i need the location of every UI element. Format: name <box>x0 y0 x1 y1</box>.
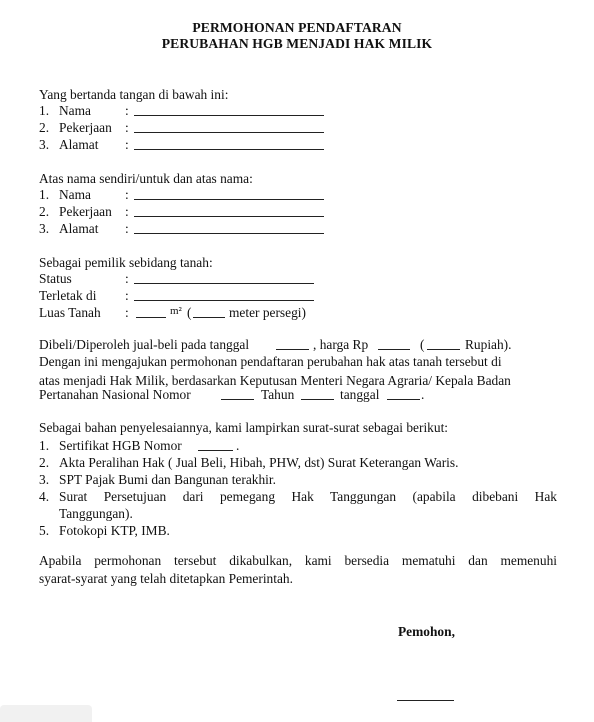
field-label: Alamat <box>59 221 99 236</box>
decree-year-blank[interactable] <box>301 399 334 400</box>
land-area-paren: ( <box>187 305 192 320</box>
attachment-text: Akta Peralihan Hak ( Jual Beli, Hibah, PHW, dst) Surat Keterangan Waris. <box>59 455 459 470</box>
decree-date-blank[interactable] <box>387 399 420 400</box>
attachment-text-continued: Tanggungan). <box>59 506 133 521</box>
attachment-text: Surat Persetujuan dari pemegang Hak Tanggungan (apabila dibebani Hak <box>59 489 557 504</box>
section3-intro: Sebagai pemilik sebidang tanah: <box>39 255 213 270</box>
land-status-label: Status <box>39 271 72 286</box>
field-colon: : <box>125 221 129 236</box>
field-label: Pekerjaan <box>59 204 112 219</box>
field-blank-line[interactable] <box>134 132 324 133</box>
attachment-text: SPT Pajak Bumi dan Bangunan terakhir. <box>59 472 276 487</box>
attachment-number: 5. <box>39 523 50 538</box>
field-blank-line[interactable] <box>134 233 324 234</box>
purchase-price-blank[interactable] <box>378 349 410 350</box>
land-location-blank[interactable] <box>134 300 314 301</box>
section1-intro: Yang bertanda tangan di bawah ini: <box>39 87 229 102</box>
purchase-paren-open: ( <box>420 337 425 352</box>
signature-label: Pemohon, <box>398 624 455 639</box>
decree-date-label: tanggal <box>340 387 380 402</box>
purchase-price-label: , harga Rp <box>313 337 369 352</box>
field-colon: : <box>125 305 129 320</box>
land-area-unit: m² <box>170 305 182 317</box>
attachment-period: . <box>236 438 240 453</box>
attachment-number: 2. <box>39 455 50 470</box>
field-colon: : <box>125 204 129 219</box>
land-location-label: Terletak di <box>39 288 97 303</box>
field-blank-line[interactable] <box>134 115 324 116</box>
field-label: Pekerjaan <box>59 120 112 135</box>
land-area-blank[interactable] <box>136 317 166 318</box>
field-colon: : <box>125 120 129 135</box>
document-title-line-2: PERUBAHAN HGB MENJADI HAK MILIK <box>161 36 433 51</box>
field-label: Nama <box>59 187 91 202</box>
closing-line-1: Apabila permohonan tersebut dikabulkan, kami bersedia mematuhi dan memenuhi <box>39 553 557 568</box>
attachment-item-4 <box>39 488 557 522</box>
decree-period: . <box>421 387 425 402</box>
field-number: 2. <box>39 204 50 219</box>
decree-number-label: Pertanahan Nasional Nomor <box>39 387 191 402</box>
field-blank-line[interactable] <box>134 149 324 150</box>
attachment-number: 4. <box>39 489 50 504</box>
purchase-line-2: Dengan ini mengajukan permohonan pendaftaran perubahan hak atas tanah tersebut di <box>39 354 502 369</box>
field-number: 1. <box>39 187 50 202</box>
decree-year-label: Tahun <box>261 387 295 402</box>
purchase-line-3: atas menjadi Hak Milik, berdasarkan Keputusan Menteri Negara Agraria/ Kepala Badan <box>39 373 511 388</box>
attachment-number: 3. <box>39 472 50 487</box>
field-number: 3. <box>39 137 50 152</box>
attachments-intro: Sebagai bahan penyelesaiannya, kami lampirkan surat-surat sebagai berikut: <box>39 420 449 435</box>
field-number: 1. <box>39 103 50 118</box>
land-status-blank[interactable] <box>134 283 314 284</box>
field-colon: : <box>125 271 129 286</box>
purchase-date-blank[interactable] <box>276 349 309 350</box>
purchase-words-blank[interactable] <box>427 349 460 350</box>
purchase-date-label: Dibeli/Diperoleh jual-beli pada tanggal <box>39 337 250 352</box>
document-title-line-1: PERMOHONAN PENDAFTARAN <box>192 20 402 35</box>
field-colon: : <box>125 137 129 152</box>
field-colon: : <box>125 103 129 118</box>
attachment-text: Fotokopi KTP, IMB. <box>59 523 170 538</box>
section2-intro: Atas nama sendiri/untuk dan atas nama: <box>39 171 253 186</box>
field-label: Nama <box>59 103 91 118</box>
decree-number-blank[interactable] <box>221 399 254 400</box>
land-area-words-blank[interactable] <box>193 317 225 318</box>
attachment-number: 1. <box>39 438 50 453</box>
field-blank-line[interactable] <box>134 199 324 200</box>
decree-line <box>39 387 557 404</box>
field-number: 3. <box>39 221 50 236</box>
field-blank-line[interactable] <box>134 216 324 217</box>
field-label: Alamat <box>59 137 99 152</box>
land-area-words-label: meter persegi) <box>229 305 306 320</box>
page-corner-overlay <box>0 705 92 722</box>
signature-line[interactable] <box>397 700 454 701</box>
attachment-text: Sertifikat HGB Nomor <box>59 438 182 453</box>
land-area-label: Luas Tanah <box>39 305 101 320</box>
field-colon: : <box>125 288 129 303</box>
field-colon: : <box>125 187 129 202</box>
certificate-number-blank[interactable] <box>198 450 233 451</box>
purchase-currency-label: Rupiah). <box>465 337 512 352</box>
field-number: 2. <box>39 120 50 135</box>
closing-line-2: syarat-syarat yang telah ditetapkan Pemerintah. <box>39 571 293 586</box>
